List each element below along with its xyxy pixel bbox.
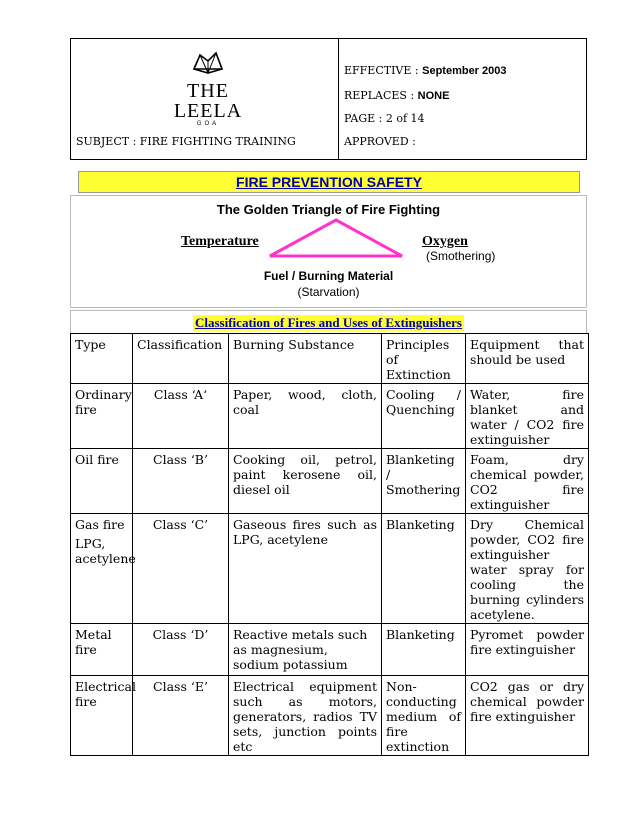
section-banner: FIRE PREVENTION SAFETY [78, 171, 580, 193]
logo-name: THE LEELA [173, 80, 243, 122]
cell-principle: Cooling / Quenching [382, 384, 466, 449]
cell-type: Ordinary fire [71, 384, 133, 449]
gas-equipment-main: Dry Chemical powder, CO2 fire extinguisher [470, 517, 584, 562]
table-row [71, 449, 589, 514]
gas-equipment-extra: water spray for cooling the burning cylinders acetylene. [470, 562, 584, 622]
cell-principle: Blanketing [382, 514, 466, 624]
cell-principle: Non-conducting medium of fire extinction [382, 676, 466, 756]
replaces-label: REPLACES : [344, 89, 415, 102]
page-number: PAGE : 2 of 14 [344, 112, 425, 125]
smothering-label: (Smothering) [426, 249, 496, 263]
gas-type-extra: LPG, acetylene [75, 536, 136, 566]
fuel-label: Fuel / Burning Material [263, 269, 394, 283]
effective-label: EFFECTIVE : [344, 64, 419, 77]
cell-principle: Blanketing [382, 624, 466, 676]
cell-class: Class ‘A‘ [133, 384, 229, 449]
header-principles: Principles of Extinction [382, 334, 466, 384]
starvation-label: (Starvation) [297, 285, 360, 299]
cell-equipment: Water, fire blanket and water / CO2 fire extinguisher [466, 384, 589, 449]
fire-triangle-panel [70, 195, 587, 308]
cell-substance: Reactive metals such as magnesium, sodium potassium [229, 624, 382, 676]
table-row [71, 514, 589, 624]
table-row [71, 624, 589, 676]
triangle-title: The Golden Triangle of Fire Fighting [216, 202, 441, 217]
replaces-value: NONE [417, 90, 450, 102]
fire-classification-table [70, 333, 589, 756]
header-classification: Classification [133, 334, 229, 384]
table-row [71, 676, 589, 756]
gas-type-main: Gas fire [75, 517, 125, 532]
oxygen-label: Oxygen [422, 234, 468, 249]
table-header-row [71, 334, 589, 384]
cell-substance: Paper, wood, cloth, coal [229, 384, 382, 449]
effective-value: September 2003 [422, 65, 507, 77]
effective-line [344, 64, 507, 77]
cell-equipment: Foam, dry chemical powder, CO2 fire extinguisher [466, 449, 589, 514]
table-row [71, 384, 589, 449]
cell-type: Oil fire [71, 449, 133, 514]
cell-substance: Gaseous fires such as LPG, acetylene [229, 514, 382, 624]
leela-logo [153, 49, 263, 129]
cell-type: Metal fire [71, 624, 133, 676]
fire-triangle-shape [266, 218, 406, 260]
cell-class: Class ‘C’ [133, 514, 229, 624]
header-burning-substance: Burning Substance [229, 334, 382, 384]
classification-title: Classification of Fires and Uses of Extinguishers [195, 315, 462, 330]
classification-heading-row [70, 310, 587, 333]
temperature-label: Temperature [181, 234, 259, 249]
cell-type [71, 514, 136, 624]
header-right-cell [339, 39, 586, 159]
cell-equipment [466, 514, 589, 624]
document-header [70, 38, 587, 160]
approved-line: APPROVED : [344, 135, 416, 148]
subject-line: SUBJECT : FIRE FIGHTING TRAINING [76, 135, 296, 148]
cell-equipment: Pyromet powder fire extinguisher [466, 624, 589, 676]
replaces-line [344, 89, 449, 102]
header-left-cell [71, 39, 339, 159]
cell-class: Class ‘E’ [133, 676, 229, 756]
cell-substance: Electrical equipment such as motors, generators, radios TV sets, junction points etc [229, 676, 382, 756]
cell-type: Electrical fire [71, 676, 133, 756]
cell-substance: Cooking oil, petrol, paint kerosene oil, diesel oil [229, 449, 382, 514]
header-equipment: Equipment that should be used [466, 334, 589, 384]
cell-principle: Blanketing / Smothering [382, 449, 466, 514]
header-type: Type [71, 334, 133, 384]
cell-equipment: CO2 gas or dry chemical powder fire extinguisher [466, 676, 589, 756]
cell-class: Class ‘D’ [133, 624, 229, 676]
cell-class: Class ‘B’ [133, 449, 229, 514]
logo-subtitle: GOA [196, 121, 220, 127]
lotus-icon [188, 49, 228, 77]
